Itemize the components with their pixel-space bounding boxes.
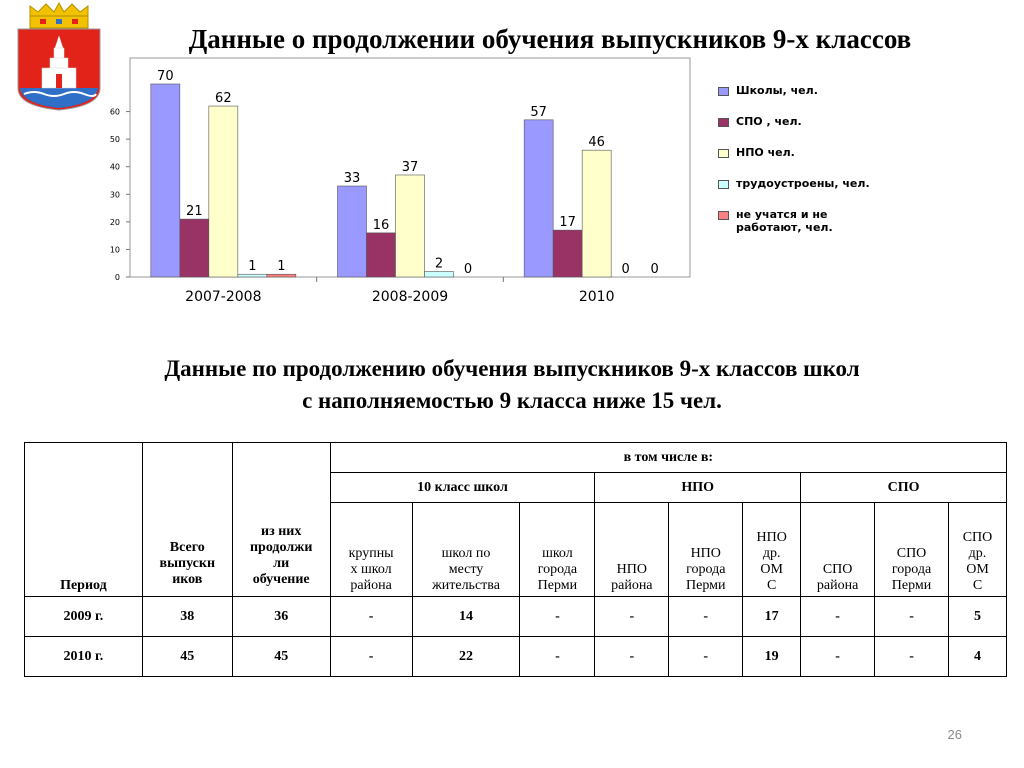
- bar: [238, 274, 267, 277]
- header-sub-label: НПО города Перми: [686, 546, 726, 593]
- header-sub-label: школ по месту жительства: [432, 546, 500, 593]
- header-sub-label: СПО др. ОМ С: [962, 530, 993, 593]
- legend-swatch: [718, 180, 729, 189]
- bar: [151, 84, 180, 277]
- cell: 19: [743, 637, 801, 677]
- cell: 38: [142, 597, 232, 637]
- bar: [553, 230, 582, 277]
- data-label: 46: [588, 135, 605, 151]
- data-label: 1: [277, 259, 286, 275]
- cell: 4: [948, 637, 1006, 677]
- legend-label: СПО , чел.: [736, 115, 802, 128]
- legend-label: не учатся и не работают, чел.: [736, 208, 833, 234]
- cell: -: [330, 637, 412, 677]
- y-tick-label: 10: [109, 245, 120, 255]
- y-tick-label: 40: [109, 162, 120, 172]
- graduates-table: [24, 442, 1007, 677]
- x-tick-label: 2008-2009: [371, 289, 449, 305]
- slide-title: Данные о продолжении обучения выпускников 9-х классов: [188, 24, 912, 54]
- bar: [582, 150, 611, 277]
- header-sub: [669, 503, 743, 597]
- legend-item-employed: [718, 177, 938, 190]
- header-total-label: Всего выпускн иков: [159, 540, 216, 587]
- header-group-10: 10 класс школ: [330, 473, 595, 503]
- data-label: 16: [372, 217, 390, 233]
- legend-label: НПО чел.: [736, 146, 795, 159]
- crown-icon: [30, 3, 88, 28]
- data-label: 57: [530, 104, 547, 120]
- legend-swatch: [718, 211, 729, 220]
- table-title: [40, 353, 984, 417]
- data-label: 0: [463, 262, 473, 277]
- header-sub-label: НПО района: [611, 562, 653, 593]
- header-sub-label: школ города Перми: [537, 546, 578, 593]
- header-sub: [330, 503, 412, 597]
- header-sub-label: СПО города Перми: [891, 546, 932, 593]
- header-continued: [232, 443, 330, 597]
- bar: [396, 175, 425, 277]
- data-label: 17: [559, 215, 576, 231]
- y-tick-label: 50: [109, 135, 120, 145]
- header-total: [142, 443, 232, 597]
- bar: [267, 274, 296, 277]
- data-label: 37: [401, 159, 419, 175]
- table-row: [25, 637, 1007, 677]
- data-label: 21: [186, 204, 203, 220]
- cell: -: [669, 597, 743, 637]
- header-including: в том числе в:: [330, 443, 1006, 473]
- bar: [425, 271, 454, 277]
- cell: 14: [412, 597, 520, 637]
- cell-period: 2009 г.: [25, 597, 143, 637]
- bar-chart: [92, 56, 712, 306]
- cell: -: [595, 597, 669, 637]
- bar: [180, 219, 209, 277]
- header-continued-label: из них продолжи ли обучение: [249, 524, 313, 587]
- cell: -: [595, 637, 669, 677]
- legend-swatch: [718, 87, 729, 96]
- chart-legend: [718, 84, 938, 252]
- cell: 45: [232, 637, 330, 677]
- legend-item-npo: [718, 146, 938, 159]
- bar: [209, 106, 238, 277]
- cell: -: [801, 637, 875, 677]
- legend-swatch: [718, 149, 729, 158]
- legend-label: трудоустроены, чел.: [736, 177, 870, 190]
- cell: -: [875, 637, 949, 677]
- legend-swatch: [718, 118, 729, 127]
- y-tick-label: 30: [109, 190, 120, 200]
- cell-period: 2010 г.: [25, 637, 143, 677]
- legend-item-idle: [718, 208, 938, 234]
- y-tick-label: 0: [114, 273, 120, 282]
- y-tick-label: 60: [109, 107, 120, 117]
- cell: 5: [948, 597, 1006, 637]
- x-tick-label: 2007-2008: [185, 289, 262, 305]
- legend-label: Школы, чел.: [736, 84, 818, 97]
- legend-item-spo: [718, 115, 938, 128]
- cell: -: [801, 597, 875, 637]
- header-sub: [412, 503, 520, 597]
- table-row: [25, 597, 1007, 637]
- header-sub-label: СПО района: [816, 562, 859, 593]
- data-label: 2: [434, 256, 444, 272]
- bar: [338, 186, 367, 277]
- header-sub: [875, 503, 949, 597]
- header-group-npo: НПО: [595, 473, 801, 503]
- header-sub: [743, 503, 801, 597]
- header-sub: [595, 503, 669, 597]
- cell: 22: [412, 637, 520, 677]
- data-label: 62: [215, 91, 232, 107]
- data-label: 33: [343, 171, 361, 187]
- data-label: 70: [157, 69, 174, 84]
- header-sub-label: НПО др. ОМ С: [756, 530, 787, 593]
- cell: -: [520, 637, 595, 677]
- cell: 17: [743, 597, 801, 637]
- bar: [367, 233, 396, 277]
- header-sub: [948, 503, 1006, 597]
- y-tick-label: 20: [109, 217, 120, 227]
- cell: 45: [142, 637, 232, 677]
- cell: -: [520, 597, 595, 637]
- table-title-line-1: Данные по продолжению обучения выпускников 9-х классов школ: [164, 356, 860, 381]
- cell: -: [669, 637, 743, 677]
- page-number: 26: [947, 727, 962, 742]
- table-title-line-2: с наполняемостью 9 класса ниже 15 чел.: [302, 388, 722, 413]
- header-group-spo: СПО: [801, 473, 1007, 503]
- data-label: 1: [248, 259, 257, 275]
- bar: [524, 120, 553, 277]
- x-tick-label: 2010: [578, 289, 615, 305]
- header-period: Период: [25, 443, 143, 597]
- data-label: 0: [621, 262, 630, 277]
- cell: -: [875, 597, 949, 637]
- header-sub: [801, 503, 875, 597]
- data-label: 0: [650, 262, 659, 277]
- coat-of-arms-icon: [16, 2, 102, 112]
- cell: -: [330, 597, 412, 637]
- legend-item-schools: [718, 84, 938, 97]
- header-sub: [520, 503, 595, 597]
- cell: 36: [232, 597, 330, 637]
- header-sub-label: крупны х школ района: [348, 546, 394, 593]
